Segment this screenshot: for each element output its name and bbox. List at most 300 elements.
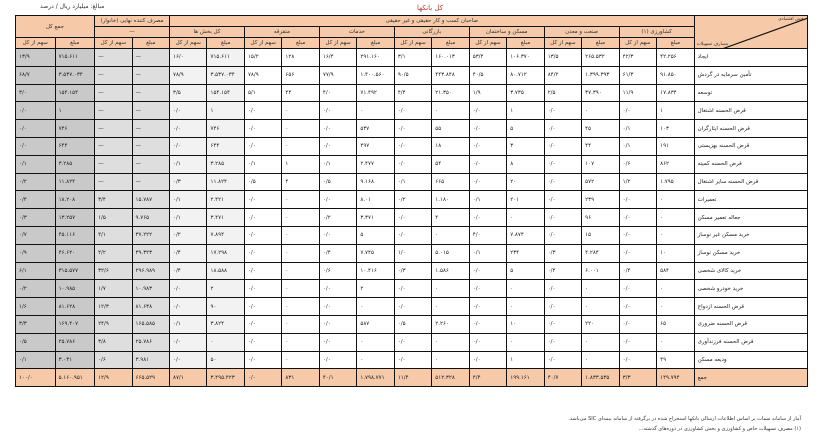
share-col-header: سهم از کل [95, 38, 132, 49]
cell: ۳.۸۲۴ [207, 315, 244, 333]
cell: ۱۰ [657, 244, 694, 262]
cell: ۳۲/۶ [95, 262, 132, 280]
share-col-header: سهم از کل [170, 38, 207, 49]
cell: ۰/۱ [170, 155, 207, 173]
cell: ۸۱.۶۳۸ [132, 298, 169, 316]
cell: ۰/۰ [544, 191, 581, 209]
cell: ۴۴۳.۸۴۸ [432, 66, 469, 84]
cell: ۸ [507, 155, 544, 173]
cell: ۴۶.۶۲۰ [55, 244, 94, 262]
cell: ۰ [507, 333, 544, 351]
cell: ۰/۰ [319, 102, 356, 120]
row-label: قرض الحسنه کمیته [694, 155, 807, 173]
row-label: خرید خودرو شخصی [694, 280, 807, 298]
cell: ۰ [282, 120, 319, 138]
cell: ۰/۰ [469, 315, 506, 333]
cell: ۵۷۲ [582, 173, 619, 191]
cell: ۰/۱ [394, 173, 431, 191]
cell: ۱۲۸ [282, 49, 319, 67]
cell: ۱۸ [432, 137, 469, 155]
cell: ۴/۲ [95, 244, 132, 262]
cell: ۰/۴ [170, 244, 207, 262]
row-label: تعمیرات [694, 191, 807, 209]
cell: ۸۳۱ [282, 369, 319, 387]
cell: ۱ [507, 102, 544, 120]
cell: ۶۱/۳ [619, 66, 656, 84]
cell: ۰/۰ [16, 102, 56, 120]
share-col-header: سهم از کل [319, 38, 356, 49]
cell: ۳۱۵.۵۷۷ [55, 262, 94, 280]
cell: ۴ [282, 173, 319, 191]
row-label: توسعه [694, 84, 807, 102]
cell: ۰/۰ [16, 137, 56, 155]
cell: ۱۰.۹۸۵ [55, 280, 94, 298]
cell: ۸۶۲ [657, 155, 694, 173]
cell: ۰/۴ [16, 191, 56, 209]
cell: ۱/۲ [619, 173, 656, 191]
cell: ۸۷/۱ [170, 369, 207, 387]
cell: ۰/۰ [244, 280, 281, 298]
cell: ۴۰/۷ [544, 369, 581, 387]
row-label: جمع [694, 369, 807, 387]
sector-header: بازرگانی [394, 27, 469, 38]
cell: ۰ [657, 209, 694, 227]
cell: ۳.۵۳۷.۰۳۴ [207, 66, 244, 84]
cell: ۶۶۵ [432, 173, 469, 191]
cell: ۷.۸۹۴ [207, 226, 244, 244]
cell: ۵ [507, 120, 544, 138]
cell: ۰/۰ [544, 120, 581, 138]
cell: — [95, 137, 132, 155]
cell: ۱۳/۹ [16, 49, 56, 67]
cell: ۰/۲ [319, 209, 356, 227]
cell: ۰/۰ [170, 137, 207, 155]
sector-header: مسکن و ساختمان [469, 27, 544, 38]
row-label: قرض الحسنه ایثارگران [694, 120, 807, 138]
cell: ۰/۱ [319, 155, 356, 173]
cell: ۱۲/۳ [95, 298, 132, 316]
row-label: تأمین سرمایه در گردش [694, 66, 807, 84]
cell: ۰/۰ [394, 298, 431, 316]
cell: ۴/۱ [95, 226, 132, 244]
table-row [16, 333, 808, 351]
cell: ۰/۲ [394, 191, 431, 209]
cell: ۰ [432, 351, 469, 369]
cell: ۰/۱ [170, 209, 207, 227]
cell: ۰/۳ [544, 244, 581, 262]
cell: ۵۵ [432, 120, 469, 138]
cell: ۱۵ [582, 226, 619, 244]
cell: ۵۴ [432, 155, 469, 173]
table-row [16, 209, 808, 227]
cell: ۹۰ [207, 298, 244, 316]
cell: ۰/۰ [170, 351, 207, 369]
cell: ۰ [282, 315, 319, 333]
consumer-sub-header: — [95, 27, 170, 38]
cell: ۰ [357, 333, 394, 351]
cell: ۰/۰ [394, 333, 431, 351]
cell: ۱۱/۴ [394, 369, 431, 387]
cell: ۶۴۴ [55, 137, 94, 155]
amount-col-header: مبلغ [432, 38, 469, 49]
cell: ۰/۰ [319, 137, 356, 155]
cell: ۲۲۰ [582, 315, 619, 333]
cell: ۱۲/۹ [95, 369, 132, 387]
footnote-source: آمار از سامانه سمات بر اساس اطلاعات ارسالی بانکها استخراج شده در برگرفته از سامانه بیمه‌ای SIC می‌باشد. [568, 416, 801, 422]
cell: ۰/۰ [619, 209, 656, 227]
cell: ۰ [582, 298, 619, 316]
cell: ۰/۰ [469, 173, 506, 191]
sector-header: کشاورزی (۱) [619, 27, 694, 38]
cell: ۳۷.۳۹۰ [582, 84, 619, 102]
cell: ۰/۰ [469, 333, 506, 351]
cell: ۰ [432, 298, 469, 316]
cell: ۰ [282, 298, 319, 316]
cell: ۰/۴ [170, 262, 207, 280]
cell: ۰/۰ [244, 209, 281, 227]
cell: ۳.۳۷۱ [357, 209, 394, 227]
cell: ۴۵.۱۱۶ [55, 226, 94, 244]
cell: ۱۱/۹ [619, 84, 656, 102]
cell: ۰/۰ [394, 280, 431, 298]
cell: ۰/۱ [16, 155, 56, 173]
table-row [16, 66, 808, 84]
cell: ۰/۷ [16, 226, 56, 244]
table-row [16, 120, 808, 138]
table-row [16, 298, 808, 316]
cell: ۷۴۶ [207, 120, 244, 138]
cell: ۰/۰ [394, 102, 431, 120]
cell: ۰/۱ [170, 191, 207, 209]
cell: ۰/۰ [469, 298, 506, 316]
cell: ۰/۰ [170, 298, 207, 316]
cell: ۰/۰ [469, 155, 506, 173]
cell: ۱.۳۹۹.۳۹۳ [582, 66, 619, 84]
cell: ۰/۰ [170, 102, 207, 120]
total-row [16, 369, 808, 387]
cell: ۰/۰ [394, 120, 431, 138]
cell: ۱۱.۸۲۴ [207, 173, 244, 191]
cell: ۱۹۹.۱۶۱ [507, 369, 544, 387]
cell: ۷۸/۹ [244, 66, 281, 84]
cell: — [132, 173, 169, 191]
cell: ۰/۰ [544, 298, 581, 316]
cell: ۳۷.۲۲۲ [132, 226, 169, 244]
cell: ۵ [357, 226, 394, 244]
cell: ۲/۵ [544, 84, 581, 102]
cell: ۵.۰۱۵ [432, 244, 469, 262]
cell: ۱ [282, 155, 319, 173]
cell: ۰/۰ [319, 298, 356, 316]
cell: ۰/۳ [394, 262, 431, 280]
row-label: خرید کالای شخصی [694, 262, 807, 280]
cell: ۵۸۴ [657, 262, 694, 280]
cell: ۴۹۷ [357, 137, 394, 155]
cell: ۰/۰ [244, 369, 281, 387]
cell: ۲۹۶.۹۸۹ [132, 262, 169, 280]
sector-header: کل بخش ها [170, 27, 245, 38]
cell: ۰/۱ [469, 191, 506, 209]
cell: ۵۰ [207, 351, 244, 369]
table-row [16, 191, 808, 209]
cell: ۰/۰ [619, 280, 656, 298]
cell: ۴/۰ [319, 84, 356, 102]
cell: ۰ [282, 333, 319, 351]
cell: ۶۸/۷ [16, 66, 56, 84]
cell: ۱۰۰/۰ [16, 369, 56, 387]
cell: ۱۴۹.۷۹۴ [657, 369, 694, 387]
cell: ۶.۰۰۱ [582, 262, 619, 280]
cell: ۱۰ [507, 315, 544, 333]
cell: ۴.۲۸۴ [582, 244, 619, 262]
cell: ۱ [207, 102, 244, 120]
cell: ۰ [282, 102, 319, 120]
cell: ۸۴/۲ [544, 66, 581, 84]
cell: ۷۸/۹ [170, 66, 207, 84]
cell: ۰/۰ [319, 315, 356, 333]
cell: ۷.۷۴۵ [357, 244, 394, 262]
cell: ۱۳/۵ [544, 49, 581, 67]
cell: ۳.۴۹۵.۴۲۳ [207, 369, 244, 387]
cell: — [132, 155, 169, 173]
cell: ۰/۰ [244, 191, 281, 209]
cell: ۱۵۴.۱۵۴ [55, 84, 94, 102]
cell: ۴۰/۵ [469, 66, 506, 84]
cell: ۰/۰ [619, 351, 656, 369]
sector-header: خدمات [319, 27, 394, 38]
cell: ۲.۴۷۷ [357, 155, 394, 173]
cell: ۰ [282, 226, 319, 244]
cell: ۶/۱ [16, 262, 56, 280]
cell: ۰/۱ [170, 315, 207, 333]
cell: ۰/۰ [244, 226, 281, 244]
cell: ۵.۱۶۰.۹۵۱ [55, 369, 94, 387]
cell: ۰/۰ [619, 191, 656, 209]
cell: ۰/۶ [95, 351, 132, 369]
cell: — [95, 155, 132, 173]
unit-label: مبالغ: میلیارد ریال / درصد [40, 3, 105, 10]
cell: ۸.۰۱ [357, 191, 394, 209]
cell: ۰ [282, 209, 319, 227]
cell: ۰/۰ [394, 209, 431, 227]
row-label: قرض الحسنه ضروری [694, 315, 807, 333]
cell: ۵۳۷ [357, 120, 394, 138]
cell: ۱/۹ [469, 84, 506, 102]
cell: ۰/۰ [544, 226, 581, 244]
group-applicants: صاحبان کسب و کار حقیقی و غیر حقیقی [170, 16, 695, 27]
cell: ۰/۴ [619, 262, 656, 280]
cell: ۶۴۴ [207, 137, 244, 155]
cell: ۳/۸ [95, 333, 132, 351]
cell: ۲۳۹ [582, 191, 619, 209]
cell: ۱۷.۲۹۸ [207, 244, 244, 262]
cell: ۳.۵۳۷.۰۳۴ [55, 66, 94, 84]
cell: ۰/۰ [544, 333, 581, 351]
cell: — [132, 102, 169, 120]
cell: — [95, 49, 132, 67]
table-row [16, 262, 808, 280]
table-row [16, 137, 808, 155]
cell: ۲۳۴ [507, 244, 544, 262]
group-total: جمع کل [16, 16, 95, 38]
cell: ۰/۰ [16, 120, 56, 138]
cell: ۰ [582, 102, 619, 120]
cell: ۰ [207, 333, 244, 351]
corner-top-label: بخش اقتصادی [778, 17, 805, 22]
cell: ۴۲.۲۵۶ [657, 49, 694, 67]
cell: ۶۶۵.۵۲۹ [132, 369, 169, 387]
amount-col-header: مبلغ [132, 38, 169, 49]
cell: ۹۰/۵ [394, 66, 431, 84]
cell: — [95, 173, 132, 191]
cell: ۰/۰ [394, 226, 431, 244]
table-row [16, 49, 808, 67]
cell: ۳/۵ [170, 84, 207, 102]
row-label: خرید مسکن نوساز [694, 244, 807, 262]
cell: ۲۹۱.۱۶۰ [357, 49, 394, 67]
cell: — [95, 84, 132, 102]
cell: ۱۸.۲۰۸ [55, 191, 94, 209]
cell: ۱ [507, 351, 544, 369]
cell: ۰/۰ [544, 351, 581, 369]
cell: ۴/۴ [394, 84, 431, 102]
cell: ۶۵ [657, 315, 694, 333]
share-col-header: سهم از کل [544, 38, 581, 49]
cell: ۰/۰ [469, 137, 506, 155]
cell: ۱۶/۴ [319, 49, 356, 67]
cell: ۹.۱۶۸ [357, 173, 394, 191]
cell: ۰/۰ [244, 262, 281, 280]
cell: ۰/۴ [319, 244, 356, 262]
cell: ۵ [507, 262, 544, 280]
cell: ۱۰.۹۸۳ [132, 280, 169, 298]
cell: ۴۲/۳ [619, 49, 656, 67]
table-row [16, 351, 808, 369]
cell: ۰/۰ [469, 262, 506, 280]
cell: ۰ [282, 262, 319, 280]
cell: ۹۱.۸۵۰ [657, 66, 694, 84]
cell: ۰ [657, 280, 694, 298]
cell: ۱۳.۲۵۷ [55, 209, 94, 227]
cell: ۰/۰ [619, 244, 656, 262]
cell: ۰/۱ [16, 351, 56, 369]
cell: ۰ [282, 191, 319, 209]
cell: ۲ [207, 280, 244, 298]
cell: — [132, 84, 169, 102]
cell: ۰/۴ [544, 262, 581, 280]
cell: ۲۰ [507, 173, 544, 191]
cell: ۱/۰ [394, 244, 431, 262]
row-label: ودیعه مسکن [694, 351, 807, 369]
cell: ۰/۰ [170, 333, 207, 351]
cell: ۴/۴ [469, 369, 506, 387]
cell: ۰/۰ [319, 280, 356, 298]
cell: ۰/۰ [544, 315, 581, 333]
cell: ۳/۱ [394, 49, 431, 67]
cell: ۳/۳ [16, 315, 56, 333]
row-label: قرض الحسنه ازدواج [694, 298, 807, 316]
sector-header: متفرقه [244, 27, 319, 38]
cell: ۰ [432, 226, 469, 244]
cell: — [132, 120, 169, 138]
cell: ۳.۲۸۵ [207, 155, 244, 173]
cell: ۰/۲ [16, 173, 56, 191]
cell: ۰/۰ [244, 351, 281, 369]
cell: ۷۷/۹ [319, 66, 356, 84]
cell: ۳/۰ [16, 84, 56, 102]
cell: ۰/۱ [619, 137, 656, 155]
cell: ۰/۰ [544, 173, 581, 191]
cell: ۳/۳ [619, 369, 656, 387]
cell: ۱ [55, 102, 94, 120]
cell: ۱۹۱ [657, 137, 694, 155]
cell: ۰ [432, 280, 469, 298]
report-title: کل بانکها [416, 4, 444, 12]
sector-header: صنعت و معدن [544, 27, 619, 38]
cell: ۷۱۵.۶۱۱ [207, 49, 244, 67]
cell: ۶۵۶ [282, 66, 319, 84]
share-col-header: سهم از کل [394, 38, 431, 49]
cell: ۵۳/۴ [469, 49, 506, 67]
cell: — [95, 66, 132, 84]
table-row [16, 280, 808, 298]
cell: ۰/۳ [16, 209, 56, 227]
cell: ۰/۳ [170, 173, 207, 191]
cell: — [132, 49, 169, 67]
cell: ۰/۰ [319, 351, 356, 369]
cell: ۳.۴۷۱ [207, 209, 244, 227]
cell: ۰ [657, 298, 694, 316]
cell: ۱۰۳ [657, 120, 694, 138]
cell: ۷.۸۷۴ [507, 226, 544, 244]
cell: ۱.۴۰۰.۵۶۰ [357, 66, 394, 84]
cell: ۲.۲۶۰ [432, 315, 469, 333]
cell: ۰/۰ [469, 120, 506, 138]
cell: — [132, 137, 169, 155]
cell: ۱/۶ [16, 298, 56, 316]
cell: ۰/۰ [244, 120, 281, 138]
cell: ۰/۵ [319, 173, 356, 191]
table-row [16, 226, 808, 244]
cell: ۲ [357, 280, 394, 298]
cell: ۳.۰۳۱ [55, 351, 94, 369]
row-label: خرید مسکن غیر نوساز [694, 226, 807, 244]
cell: ۰/۰ [544, 280, 581, 298]
share-col-header: سهم از کل [244, 38, 281, 49]
cell: ۰/۰ [469, 102, 506, 120]
cell: ۲۵.۷۸۶ [55, 333, 94, 351]
cell: ۱.۵۸۶ [432, 262, 469, 280]
cell: ۰/۶ [319, 262, 356, 280]
cell: ۱۰۷ [582, 155, 619, 173]
cell: ۰/۰ [469, 280, 506, 298]
cell: ۰/۰ [319, 191, 356, 209]
cell: ۱ [657, 102, 694, 120]
cell: ۱۰.۴۱۶ [357, 262, 394, 280]
loan-table [15, 15, 808, 387]
cell: ۰/۰ [244, 137, 281, 155]
cell: ۰/۶ [619, 155, 656, 173]
cell: ۳.۹۸۱ [132, 351, 169, 369]
amount-col-header: مبلغ [582, 38, 619, 49]
cell: ۱.۸۳۳.۵۳۵ [582, 369, 619, 387]
table-row [16, 244, 808, 262]
cell: ۰ [582, 280, 619, 298]
cell: ۰/۰ [544, 102, 581, 120]
cell: ۰/۵ [394, 315, 431, 333]
cell: ۵/۱ [244, 84, 281, 102]
cell: ۴۴ [582, 137, 619, 155]
